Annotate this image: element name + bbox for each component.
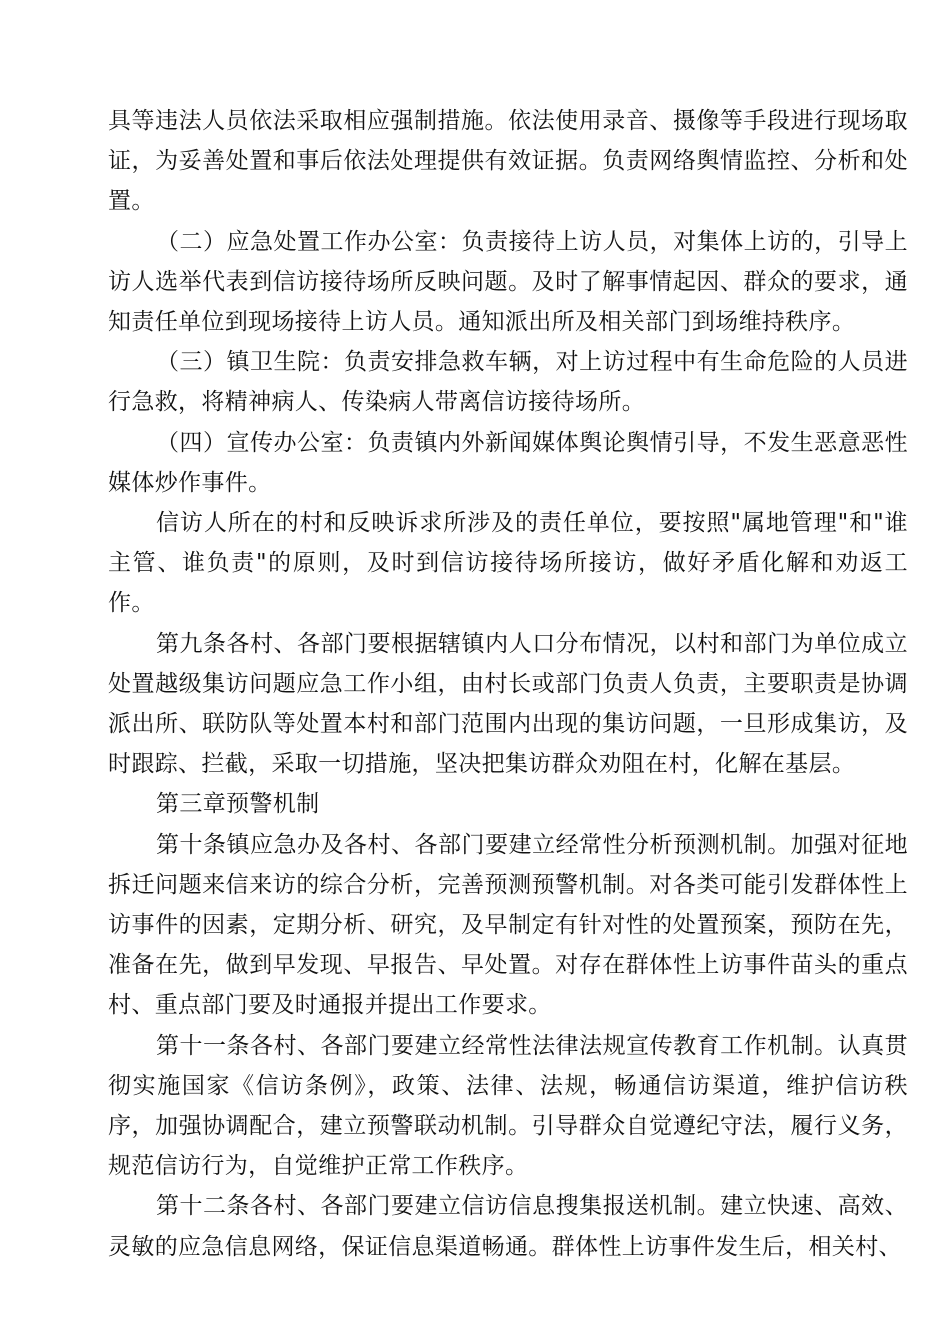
paragraph-emergency-office: （二）应急处置工作办公室：负责接待上访人员，对集体上访的，引导上访人选举代表到信访接待场所反映问题。及时了解事情起因、群众的要求，通知责任单位到现场接待上访人员。通知派出所及相关部门到场维持秩序。 <box>108 228 908 336</box>
document-page <box>108 101 908 1267</box>
paragraph-health-center: （三）镇卫生院：负责安排急救车辆，对上访过程中有生命危险的人员进行急救，将精神病人、传染病人带离信访接待场所。 <box>108 349 908 416</box>
paragraph-responsible-units: 信访人所在的村和反映诉求所涉及的责任单位，要按照"属地管理"和"谁主管、谁负责"的原则，及时到信访接待场所接访，做好矛盾化解和劝返工作。 <box>108 510 908 617</box>
paragraph-publicity-office: （四）宣传办公室：负责镇内外新闻媒体舆论舆情引导，不发生恶意恶性媒体炒作事件。 <box>108 429 908 496</box>
paragraph-article-9: 第九条各村、各部门要根据辖镇内人口分布情况，以村和部门为单位成立处置越级集访问题应急工作小组，由村长或部门负责人负责，主要职责是协调派出所、联防队等处置本村和部门范围内出现的集访问题，一旦形成集访，及时跟踪、拦截，采取一切措施，坚决把集访群众劝阻在村，化解在基层。 <box>108 630 908 778</box>
chapter-heading: 第三章预警机制 <box>156 791 320 818</box>
paragraph-continuation: 具等违法人员依法采取相应强制措施。依法使用录音、摄像等手段进行现场取证，为妥善处置和事后依法处理提供有效证据。负责网络舆情监控、分析和处置。 <box>108 108 908 215</box>
paragraph-article-12: 第十二条各村、各部门要建立信访信息搜集报送机制。建立快速、高效、灵敏的应急信息网络，保证信息渠道畅通。群体性上访事件发生后，相关村、 <box>108 1193 908 1260</box>
paragraph-article-10: 第十条镇应急办及各村、各部门要建立经常性分析预测机制。加强对征地拆迁问题来信来访的综合分析，完善预测预警机制。对各类可能引发群体性上访事件的因素，定期分析、研究，及早制定有针对性的处置预案，预防在先，准备在先，做到早发现、早报告、早处置。对存在群体性上访事件苗头的重点村、重点部门要及时通报并提出工作要求。 <box>108 831 908 1019</box>
paragraph-article-11: 第十一条各村、各部门要建立经常性法律法规宣传教育工作机制。认真贯彻实施国家《信访条例》，政策、法律、法规，畅通信访渠道，维护信访秩序，加强协调配合，建立预警联动机制。引导群众自觉遵纪守法，履行义务，规范信访行为，自觉维护正常工作秩序。 <box>108 1032 908 1180</box>
